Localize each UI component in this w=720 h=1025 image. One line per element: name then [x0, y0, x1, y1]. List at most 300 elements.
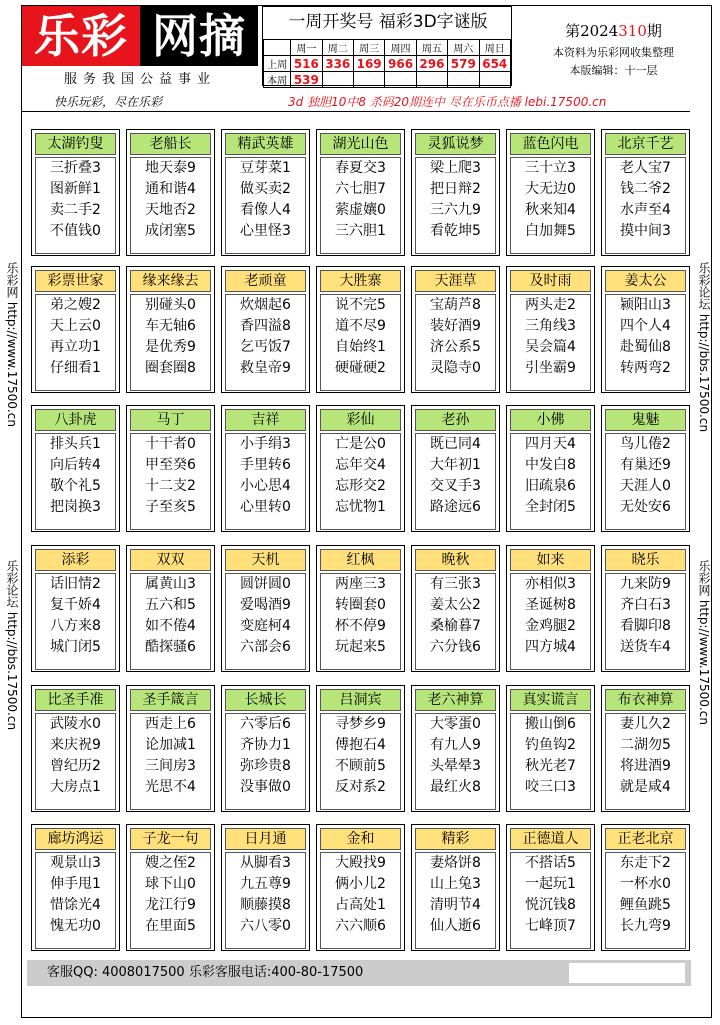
- row-label: 本周: [264, 72, 291, 88]
- riddle-line: 摸中间3: [620, 223, 671, 239]
- riddle-line: 梁上爬3: [430, 160, 481, 176]
- panel-title: 太湖钓叟: [35, 133, 116, 155]
- riddle-line: 向后转4: [50, 457, 101, 473]
- panel-title: 子龙一句: [130, 828, 211, 850]
- draw-number: [322, 72, 353, 88]
- riddle-line: 六部会6: [240, 639, 291, 655]
- riddle-line: 光思不4: [145, 779, 196, 795]
- panel-body: [510, 573, 591, 670]
- riddle-line: 玩起来5: [335, 639, 386, 655]
- riddle-line: 秋来知4: [525, 202, 576, 218]
- riddle-line: 看像人4: [240, 202, 291, 218]
- riddle-line: 图新鲜1: [50, 181, 101, 197]
- panel-title: 布衣神算: [605, 689, 686, 711]
- panel-body: [510, 852, 591, 949]
- riddle-line: 吴会篇4: [525, 339, 576, 355]
- riddle-line: 六分钱6: [430, 639, 481, 655]
- riddle-line: 仙人逝6: [430, 918, 481, 934]
- riddle-line: 转两弯2: [620, 360, 671, 376]
- panel-title: 彩仙: [320, 409, 401, 431]
- riddle-line: 大零蛋0: [430, 716, 481, 732]
- riddle-panel: [506, 129, 595, 256]
- riddle-line: 八方来8: [50, 618, 101, 634]
- riddle-panel: [316, 266, 405, 393]
- riddle-panel: [126, 824, 215, 951]
- draw-number: 579: [448, 56, 479, 72]
- riddle-line: 装好酒9: [430, 318, 481, 334]
- riddle-line: 清明节4: [430, 897, 481, 913]
- riddle-panel: [221, 129, 310, 256]
- riddle-panel: [601, 405, 690, 532]
- riddle-line: 两座三3: [335, 576, 386, 592]
- panel-body: [415, 852, 496, 949]
- riddle-line: 十二支2: [145, 478, 196, 494]
- panel-title: 日月通: [225, 828, 306, 850]
- draw-number: 516: [291, 56, 322, 72]
- riddle-panel: [411, 266, 500, 393]
- riddle-line: 七峰顶7: [525, 918, 576, 934]
- panel-body: [225, 294, 306, 391]
- riddle-line: 愧无功0: [50, 918, 101, 934]
- riddle-line: 酷探骚6: [145, 639, 196, 655]
- panel-title: 老船长: [130, 133, 211, 155]
- riddle-panel: [316, 129, 405, 256]
- riddle-panel: [316, 405, 405, 532]
- issue-number: 第2024310期: [565, 22, 662, 40]
- riddle-line: 有九人9: [430, 737, 481, 753]
- riddle-panel: [411, 545, 500, 672]
- riddle-line: 三角线3: [525, 318, 576, 334]
- editor-note: 本版编辑：十一层: [569, 64, 658, 77]
- riddle-line: 六六顺6: [335, 918, 386, 934]
- draw-number: [353, 72, 384, 88]
- riddle-line: 颍阳山3: [620, 297, 671, 313]
- logo-part1: 乐彩: [22, 6, 140, 66]
- panel-title: 北京千艺: [605, 133, 686, 155]
- panel-body: [130, 433, 211, 530]
- panel-title: 蓝色闪电: [510, 133, 591, 155]
- panel-title: 马丁: [130, 409, 211, 431]
- riddle-line: 爱喝酒9: [240, 597, 291, 613]
- panel-body: [320, 713, 401, 810]
- riddle-line: 六七胆7: [335, 181, 386, 197]
- riddle-line: 从脚看3: [240, 855, 291, 871]
- riddle-line: 不值钱0: [50, 223, 101, 239]
- riddle-line: 三六胆1: [335, 223, 386, 239]
- riddle-line: 路途远6: [430, 499, 481, 515]
- side-text-left-top: 乐彩网 http://www.17500.cn: [5, 262, 19, 427]
- panel-body: [225, 573, 306, 670]
- riddle-line: 排头兵1: [50, 436, 101, 452]
- riddle-line: 长九弯9: [620, 918, 671, 934]
- riddle-panel: [31, 129, 120, 256]
- panel-title: 比圣手准: [35, 689, 116, 711]
- draw-number: [385, 72, 416, 88]
- riddle-line: 小心思4: [240, 478, 291, 494]
- day-header: 周一: [291, 40, 322, 56]
- riddle-line: 弟之嫂2: [50, 297, 101, 313]
- panel-body: [225, 852, 306, 949]
- riddle-line: 小手绢3: [240, 436, 291, 452]
- riddle-line: 属黄山3: [145, 576, 196, 592]
- riddle-line: 三十立3: [525, 160, 576, 176]
- panel-body: [35, 713, 116, 810]
- riddle-line: 天地否2: [145, 202, 196, 218]
- panel-title: 吉祥: [225, 409, 306, 431]
- riddle-line: 送货车4: [620, 639, 671, 655]
- panel-body: [35, 433, 116, 530]
- riddle-line: 话旧情2: [50, 576, 101, 592]
- panel-body: [130, 294, 211, 391]
- riddle-line: 说不完5: [335, 297, 386, 313]
- days-row: [264, 40, 511, 56]
- riddle-line: 白加舞5: [525, 223, 576, 239]
- day-header: 周六: [448, 40, 479, 56]
- riddle-line: 一杯水0: [620, 876, 671, 892]
- riddle-line: 两头走2: [525, 297, 576, 313]
- panel-title: 小佛: [510, 409, 591, 431]
- riddle-line: 就是咸4: [620, 779, 671, 795]
- riddle-panel: [221, 685, 310, 812]
- riddle-line: 引坐霸9: [525, 360, 576, 376]
- banner: [22, 93, 690, 112]
- riddle-line: 交叉手3: [430, 478, 481, 494]
- riddle-line: 一起玩1: [525, 876, 576, 892]
- riddle-line: 三折叠3: [50, 160, 101, 176]
- riddle-line: 如不倦4: [145, 618, 196, 634]
- riddle-line: 最红火8: [430, 779, 481, 795]
- riddle-line: 车无轴6: [145, 318, 196, 334]
- panel-title: 真实谎言: [510, 689, 591, 711]
- panel-body: [320, 294, 401, 391]
- riddle-line: 山上兔3: [430, 876, 481, 892]
- riddle-line: 悦沉钱8: [525, 897, 576, 913]
- riddle-line: 钓鱼钩2: [525, 737, 576, 753]
- riddle-line: 伸手甩1: [50, 876, 101, 892]
- riddle-line: 西走上6: [145, 716, 196, 732]
- draw-number: [479, 72, 510, 88]
- riddle-line: 变庭柯4: [240, 618, 291, 634]
- day-header: 周四: [385, 40, 416, 56]
- riddle-line: 来庆祝9: [50, 737, 101, 753]
- riddle-panel: [411, 405, 500, 532]
- panel-body: [415, 157, 496, 254]
- riddle-line: 圆饼圆0: [240, 576, 291, 592]
- riddle-line: 武陵水0: [50, 716, 101, 732]
- riddle-line: 全封闭5: [525, 499, 576, 515]
- riddle-line: 大年初1: [430, 457, 481, 473]
- riddle-panel: [506, 685, 595, 812]
- panel-title: 添彩: [35, 549, 116, 571]
- riddle-line: 十干者0: [145, 436, 196, 452]
- panel-title: 吕洞宾: [320, 689, 401, 711]
- riddle-line: 成闭塞5: [145, 223, 196, 239]
- riddle-line: 五六和5: [145, 597, 196, 613]
- panel-body: [415, 713, 496, 810]
- riddle-line: 亦相似3: [525, 576, 576, 592]
- riddle-line: 再立功1: [50, 339, 101, 355]
- riddle-panel: [126, 266, 215, 393]
- riddle-line: 卖二手2: [50, 202, 101, 218]
- riddle-line: 在里面5: [145, 918, 196, 934]
- riddle-panel: [126, 685, 215, 812]
- riddle-line: 弥珍贵8: [240, 758, 291, 774]
- riddle-line: 把日辩2: [430, 181, 481, 197]
- riddle-line: 妻儿久2: [620, 716, 671, 732]
- panel-title: 鬼魅: [605, 409, 686, 431]
- riddle-line: 赴蜀仙8: [620, 339, 671, 355]
- riddle-line: 齐白石3: [620, 597, 671, 613]
- banner-left: 快乐玩彩，尽在乐彩: [54, 95, 163, 109]
- riddle-line: 龙江行9: [145, 897, 196, 913]
- riddle-panel: [31, 685, 120, 812]
- riddle-panel: [506, 545, 595, 672]
- riddle-line: 忘忧物1: [335, 499, 386, 515]
- riddle-panel: [506, 405, 595, 532]
- panel-body: [225, 157, 306, 254]
- panel-title: 廊坊鸿运: [35, 828, 116, 850]
- riddle-line: 心里怪3: [240, 223, 291, 239]
- panel-body: [510, 294, 591, 391]
- riddle-line: 圣诞树8: [525, 597, 576, 613]
- panel-title: 及时雨: [510, 270, 591, 292]
- riddle-panel: [601, 129, 690, 256]
- riddle-line: 金鸡腿2: [525, 618, 576, 634]
- riddle-panel: [411, 824, 500, 951]
- draw-number: 336: [322, 56, 353, 72]
- riddle-line: 硬碰硬2: [335, 360, 386, 376]
- panel-title: 如来: [510, 549, 591, 571]
- riddle-panel: [506, 824, 595, 951]
- riddle-line: 将进酒9: [620, 758, 671, 774]
- panel-title: 长城长: [225, 689, 306, 711]
- panel-title: 晓乐: [605, 549, 686, 571]
- riddle-panel: [31, 545, 120, 672]
- panel-body: [35, 294, 116, 391]
- panel-body: [415, 573, 496, 670]
- side-text-right-bottom: 乐彩网 http://www.17500.cn: [697, 560, 711, 725]
- day-header: 周五: [416, 40, 447, 56]
- riddle-line: 乞丐饭7: [240, 339, 291, 355]
- riddle-panel: [411, 129, 500, 256]
- riddle-line: 春夏交3: [335, 160, 386, 176]
- page-title: 一周开奖号 福彩3D字谜版: [288, 12, 488, 32]
- footer-contact: 客服QQ: 4008017500 乐彩客服电话:400-80-17500: [47, 965, 364, 980]
- riddle-line: 二湖勿5: [620, 737, 671, 753]
- panel-title: 正德道人: [510, 828, 591, 850]
- riddle-panel: [221, 545, 310, 672]
- footer-blank-box: [569, 963, 685, 983]
- panel-title: 精武英雄: [225, 133, 306, 155]
- riddle-line: 有三张3: [430, 576, 481, 592]
- riddle-line: 头晕晕3: [430, 758, 481, 774]
- draw-number: [416, 72, 447, 88]
- riddle-panel: [126, 545, 215, 672]
- riddle-line: 心里转0: [240, 499, 291, 515]
- riddle-line: 搬山倒6: [525, 716, 576, 732]
- riddle-line: 东走下2: [620, 855, 671, 871]
- riddle-line: 四月天4: [525, 436, 576, 452]
- riddle-line: 水声至4: [620, 202, 671, 218]
- riddle-line: 中发白8: [525, 457, 576, 473]
- panel-title: 灵狐说梦: [415, 133, 496, 155]
- riddle-line: 九来防9: [620, 576, 671, 592]
- riddle-line: 既已同4: [430, 436, 481, 452]
- panel-title: 天机: [225, 549, 306, 571]
- panel-title: 红枫: [320, 549, 401, 571]
- riddle-line: 秋光老7: [525, 758, 576, 774]
- riddle-line: 咬三口3: [525, 779, 576, 795]
- panel-body: [320, 573, 401, 670]
- panel-body: [130, 852, 211, 949]
- panel-body: [605, 294, 686, 391]
- riddle-line: 看乾坤5: [430, 223, 481, 239]
- riddle-line: 杯不停9: [335, 618, 386, 634]
- riddle-panel: [316, 824, 405, 951]
- riddle-line: 四个人4: [620, 318, 671, 334]
- riddle-line: 炊烟起6: [240, 297, 291, 313]
- panel-title: 金和: [320, 828, 401, 850]
- riddle-line: 济公系5: [430, 339, 481, 355]
- riddle-line: 圈套圈8: [145, 360, 196, 376]
- riddle-line: 顺藤摸8: [240, 897, 291, 913]
- riddle-line: 是优秀9: [145, 339, 196, 355]
- riddle-line: 转圈套0: [335, 597, 386, 613]
- panel-title: 老六神算: [415, 689, 496, 711]
- draw-number: [448, 72, 479, 88]
- panel-title: 天涯草: [415, 270, 496, 292]
- riddle-line: 三间房3: [145, 758, 196, 774]
- day-header: 周日: [479, 40, 510, 56]
- panel-body: [605, 573, 686, 670]
- draw-number: 654: [479, 56, 510, 72]
- riddle-line: 不顾前5: [335, 758, 386, 774]
- riddle-line: 妻烙饼8: [430, 855, 481, 871]
- riddle-line: 豆芽菜1: [240, 160, 291, 176]
- riddle-line: 不搭话5: [525, 855, 576, 871]
- riddle-line: 占高处1: [335, 897, 386, 913]
- riddle-line: 甲至癸6: [145, 457, 196, 473]
- riddle-line: 亡是公0: [335, 436, 386, 452]
- riddle-line: 灵隐寺0: [430, 360, 481, 376]
- riddle-line: 地天泰9: [145, 160, 196, 176]
- riddle-line: 齐协力1: [240, 737, 291, 753]
- panel-body: [510, 433, 591, 530]
- riddle-line: 把岗换3: [50, 499, 101, 515]
- riddle-line: 天上云0: [50, 318, 101, 334]
- riddle-panel: [31, 266, 120, 393]
- riddle-line: 城门闭5: [50, 639, 101, 655]
- panel-title: 彩票世家: [35, 270, 116, 292]
- riddle-panel: [221, 405, 310, 532]
- riddle-line: 曾纪历2: [50, 758, 101, 774]
- draw-number: 539: [291, 72, 322, 88]
- panel-title: 精彩: [415, 828, 496, 850]
- panel-title: 正老北京: [605, 828, 686, 850]
- riddle-line: 没事做0: [240, 779, 291, 795]
- panel-body: [605, 713, 686, 810]
- slogan: 服务我国公益事业: [63, 72, 216, 87]
- riddle-line: 有巢还9: [620, 457, 671, 473]
- riddle-panel: [601, 685, 690, 812]
- issue-info: [516, 6, 711, 86]
- riddle-panel: [221, 266, 310, 393]
- riddle-panel: [601, 545, 690, 672]
- draw-number: 169: [353, 56, 384, 72]
- riddle-line: 忘形交2: [335, 478, 386, 494]
- riddle-line: 通和谐4: [145, 181, 196, 197]
- riddle-line: 惜馀光4: [50, 897, 101, 913]
- riddle-line: 钱二爷2: [620, 181, 671, 197]
- panel-body: [320, 433, 401, 530]
- riddle-line: 大殿找9: [335, 855, 386, 871]
- panel-title: 老顽童: [225, 270, 306, 292]
- riddle-line: 无处安6: [620, 499, 671, 515]
- riddle-panel: [31, 405, 120, 532]
- panel-title: 双双: [130, 549, 211, 571]
- riddle-panel: [411, 685, 500, 812]
- riddle-line: 傅抱石4: [335, 737, 386, 753]
- riddle-line: 仔细看1: [50, 360, 101, 376]
- panel-body: [605, 433, 686, 530]
- panel-body: [35, 852, 116, 949]
- footer: [27, 960, 691, 986]
- panel-body: [320, 852, 401, 949]
- panel-title: 老孙: [415, 409, 496, 431]
- riddle-line: 看脚印8: [620, 618, 671, 634]
- riddle-line: 姜太公2: [430, 597, 481, 613]
- panel-body: [510, 157, 591, 254]
- riddle-line: 宝葫芦8: [430, 297, 481, 313]
- panel-body: [35, 573, 116, 670]
- draw-number: 966: [385, 56, 416, 72]
- panel-body: [130, 573, 211, 670]
- side-text-right-top: 乐彩论坛 http://bbs.17500.cn: [697, 262, 711, 433]
- panel-title: 八卦虎: [35, 409, 116, 431]
- riddle-line: 老人宝7: [620, 160, 671, 176]
- riddle-line: 三六九9: [430, 202, 481, 218]
- source-note: 本资料为乐彩网收集整理: [553, 46, 674, 59]
- riddle-line: 观景山3: [50, 855, 101, 871]
- panel-body: [510, 713, 591, 810]
- riddle-line: 救皇帝9: [240, 360, 291, 376]
- panel-title: 姜太公: [605, 270, 686, 292]
- riddle-line: 手里转6: [240, 457, 291, 473]
- riddle-line: 嫂之侄2: [145, 855, 196, 871]
- riddle-line: 四方城4: [525, 639, 576, 655]
- panel-title: 晚秋: [415, 549, 496, 571]
- draw-number: 296: [416, 56, 447, 72]
- panel-title: 缘来缘去: [130, 270, 211, 292]
- logo-part2: 网摘: [140, 6, 258, 66]
- logo: [22, 6, 258, 86]
- riddle-line: 道不尽9: [335, 318, 386, 334]
- riddle-line: 敬个礼5: [50, 478, 101, 494]
- riddle-line: 复千娇4: [50, 597, 101, 613]
- panel-body: [605, 852, 686, 949]
- draw-results: [262, 6, 512, 86]
- riddle-line: 俩小儿2: [335, 876, 386, 892]
- riddle-line: 六零后6: [240, 716, 291, 732]
- riddle-line: 六八零0: [240, 918, 291, 934]
- riddle-panel: [126, 129, 215, 256]
- riddle-panel: [316, 685, 405, 812]
- riddle-line: 反对系2: [335, 779, 386, 795]
- riddle-line: 子至亥5: [145, 499, 196, 515]
- riddle-panel: [601, 266, 690, 393]
- riddle-line: 天涯人0: [620, 478, 671, 494]
- riddle-line: 旧疏泉6: [525, 478, 576, 494]
